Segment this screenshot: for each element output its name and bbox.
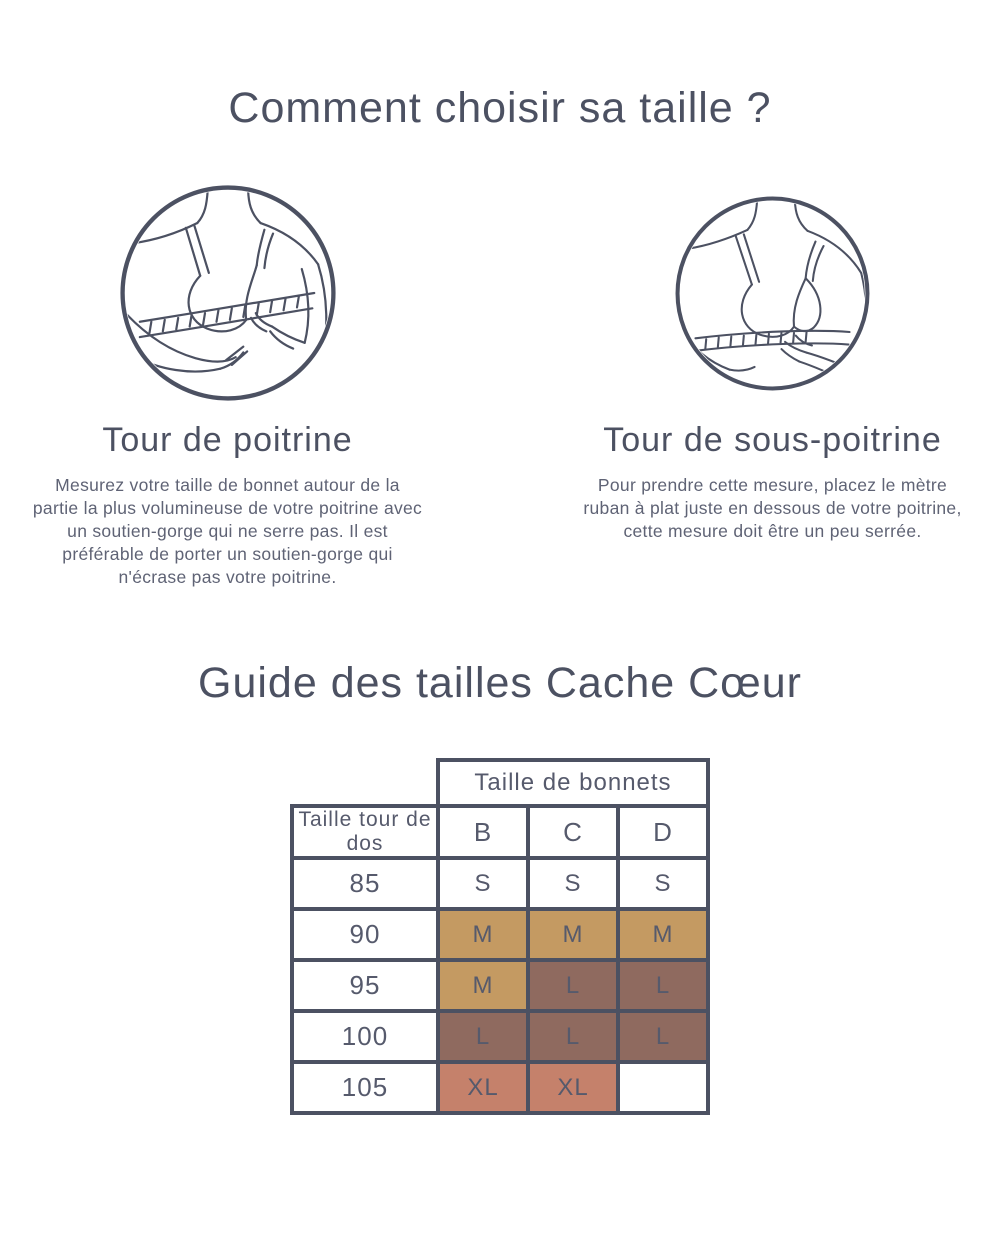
measure-guides-row	[5, 177, 995, 589]
size-table-row	[292, 858, 708, 909]
cup-size-cell: S	[438, 858, 528, 909]
cup-size-cell: M	[438, 960, 528, 1011]
band-size-cell: 100	[292, 1011, 438, 1062]
band-size-cell: 90	[292, 909, 438, 960]
cup-size-cell: M	[618, 909, 708, 960]
cup-column-b: B	[438, 806, 528, 858]
size-table-body	[292, 858, 708, 1113]
bust-measure-description: Mesurez votre taille de bonnet autour de la partie la plus volumineuse de votre poitrine avec un soutien-gorge qui ne serre pas. Il est préférable de porter un soutien-gorge qui n'écrase pas votre poitrine.	[32, 475, 423, 587]
size-table-row	[292, 960, 708, 1011]
cup-column-c: C	[528, 806, 618, 858]
cup-size-cell: L	[618, 960, 708, 1011]
band-size-cell: 95	[292, 960, 438, 1011]
table-corner-empty	[292, 760, 438, 806]
bust-measure-illustration	[113, 177, 343, 409]
cup-size-cell: S	[618, 858, 708, 909]
cup-size-cell	[618, 1062, 708, 1113]
band-size-cell: 85	[292, 858, 438, 909]
page-title: Comment choisir sa taille ?	[228, 84, 772, 132]
size-table	[290, 758, 710, 1115]
table-columns-row	[292, 806, 708, 858]
cup-size-cell: L	[618, 1011, 708, 1062]
band-size-column-header: Taille tour de dos	[292, 806, 438, 858]
cup-column-d: D	[618, 806, 708, 858]
cup-size-cell: L	[528, 1011, 618, 1062]
band-size-cell: 105	[292, 1062, 438, 1113]
cup-size-cell: M	[438, 909, 528, 960]
table-group-header-row	[292, 760, 708, 806]
underbust-measure-illustration	[665, 177, 880, 409]
underbust-measure-heading: Tour de sous-poitrine	[603, 421, 942, 459]
size-table-row	[292, 1062, 708, 1113]
size-table-row	[292, 1011, 708, 1062]
cup-size-cell: XL	[528, 1062, 618, 1113]
cup-size-cell: L	[528, 960, 618, 1011]
cup-size-cell: L	[438, 1011, 528, 1062]
bust-measure-guide	[5, 177, 450, 589]
size-table-row	[292, 909, 708, 960]
cup-sizes-group-header: Taille de bonnets	[438, 760, 708, 806]
cup-size-cell: M	[528, 909, 618, 960]
cup-size-cell: S	[528, 858, 618, 909]
size-guide-title: Guide des tailles Cache Cœur	[198, 659, 802, 707]
cup-size-cell: XL	[438, 1062, 528, 1113]
underbust-measure-description: Pour prendre cette mesure, placez le mètre ruban à plat juste en dessous de votre poitrine, cette mesure doit être un peu serrée.	[583, 475, 962, 541]
bust-measure-heading: Tour de poitrine	[102, 421, 353, 459]
underbust-measure-guide	[550, 177, 995, 589]
